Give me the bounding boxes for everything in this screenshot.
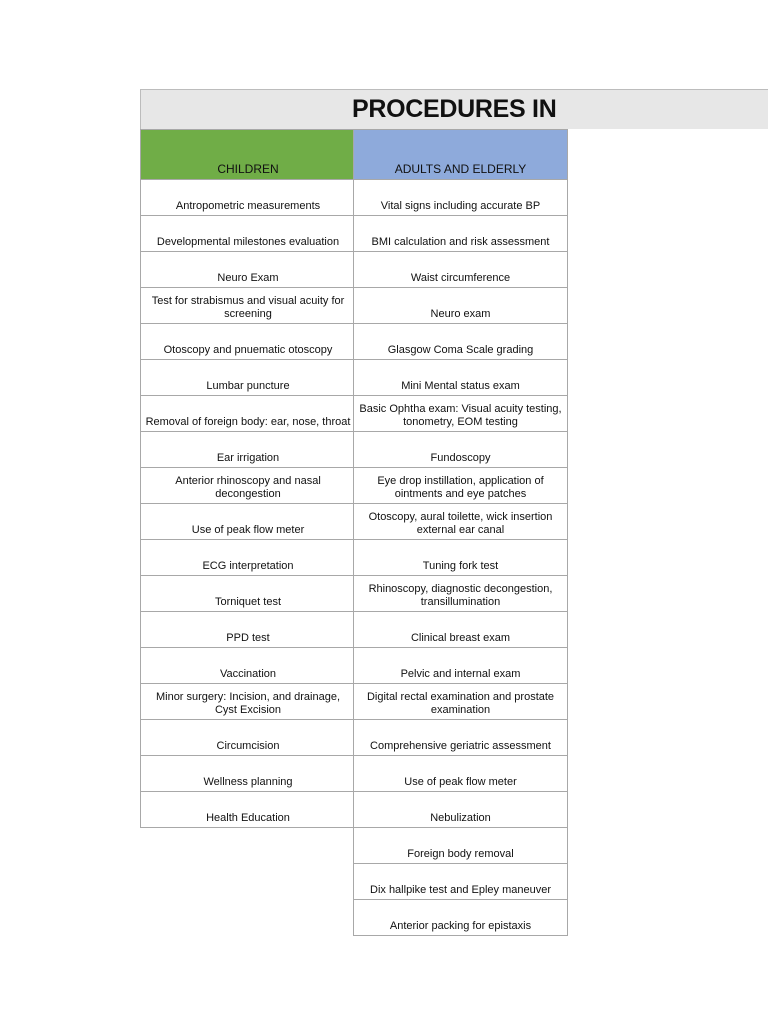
children-procedure-cell: Vaccination bbox=[140, 648, 355, 684]
children-procedure-cell: Lumbar puncture bbox=[140, 360, 355, 396]
adults-procedure-cell: Neuro exam bbox=[353, 288, 568, 324]
children-list bbox=[140, 180, 355, 828]
adults-list bbox=[353, 180, 568, 936]
adults-procedure-cell: Foreign body removal bbox=[353, 828, 568, 864]
children-procedure-cell: Wellness planning bbox=[140, 756, 355, 792]
children-column bbox=[140, 129, 355, 828]
adults-procedure-cell: Digital rectal examination and prostate examination bbox=[353, 684, 568, 720]
children-procedure-cell: Test for strabismus and visual acuity for screening bbox=[140, 288, 355, 324]
children-procedure-cell: Developmental milestones evaluation bbox=[140, 216, 355, 252]
children-procedure-cell: Circumcision bbox=[140, 720, 355, 756]
adults-procedure-cell: Eye drop instillation, application of ointments and eye patches bbox=[353, 468, 568, 504]
children-procedure-cell: Removal of foreign body: ear, nose, throat bbox=[140, 396, 355, 432]
adults-procedure-cell: Otoscopy, aural toilette, wick insertion external ear canal bbox=[353, 504, 568, 540]
adults-procedure-cell: Waist circumference bbox=[353, 252, 568, 288]
adults-column bbox=[353, 129, 568, 936]
children-procedure-cell: Anterior rhinoscopy and nasal decongestion bbox=[140, 468, 355, 504]
adults-procedure-cell: Use of peak flow meter bbox=[353, 756, 568, 792]
adults-header: ADULTS AND ELDERLY bbox=[353, 129, 568, 180]
adults-procedure-cell: BMI calculation and risk assessment bbox=[353, 216, 568, 252]
adults-procedure-cell: Pelvic and internal exam bbox=[353, 648, 568, 684]
adults-procedure-cell: Mini Mental status exam bbox=[353, 360, 568, 396]
children-procedure-cell: ECG interpretation bbox=[140, 540, 355, 576]
adults-procedure-cell: Anterior packing for epistaxis bbox=[353, 900, 568, 936]
children-procedure-cell: Use of peak flow meter bbox=[140, 504, 355, 540]
adults-procedure-cell: Comprehensive geriatric assessment bbox=[353, 720, 568, 756]
children-procedure-cell: Health Education bbox=[140, 792, 355, 828]
children-header: CHILDREN bbox=[140, 129, 355, 180]
adults-procedure-cell: Dix hallpike test and Epley maneuver bbox=[353, 864, 568, 900]
adults-procedure-cell: Nebulization bbox=[353, 792, 568, 828]
adults-procedure-cell: Rhinoscopy, diagnostic decongestion, transillumination bbox=[353, 576, 568, 612]
adults-procedure-cell: Fundoscopy bbox=[353, 432, 568, 468]
children-procedure-cell: Torniquet test bbox=[140, 576, 355, 612]
children-procedure-cell: Antropometric measurements bbox=[140, 180, 355, 216]
children-procedure-cell: Ear irrigation bbox=[140, 432, 355, 468]
children-procedure-cell: Minor surgery: Incision, and drainage, Cyst Excision bbox=[140, 684, 355, 720]
children-procedure-cell: PPD test bbox=[140, 612, 355, 648]
children-procedure-cell: Otoscopy and pnuematic otoscopy bbox=[140, 324, 355, 360]
adults-procedure-cell: Basic Ophtha exam: Visual acuity testing, tonometry, EOM testing bbox=[353, 396, 568, 432]
page-title: PROCEDURES IN bbox=[352, 95, 557, 123]
children-procedure-cell: Neuro Exam bbox=[140, 252, 355, 288]
adults-procedure-cell: Vital signs including accurate BP bbox=[353, 180, 568, 216]
adults-procedure-cell: Glasgow Coma Scale grading bbox=[353, 324, 568, 360]
adults-procedure-cell: Tuning fork test bbox=[353, 540, 568, 576]
adults-procedure-cell: Clinical breast exam bbox=[353, 612, 568, 648]
